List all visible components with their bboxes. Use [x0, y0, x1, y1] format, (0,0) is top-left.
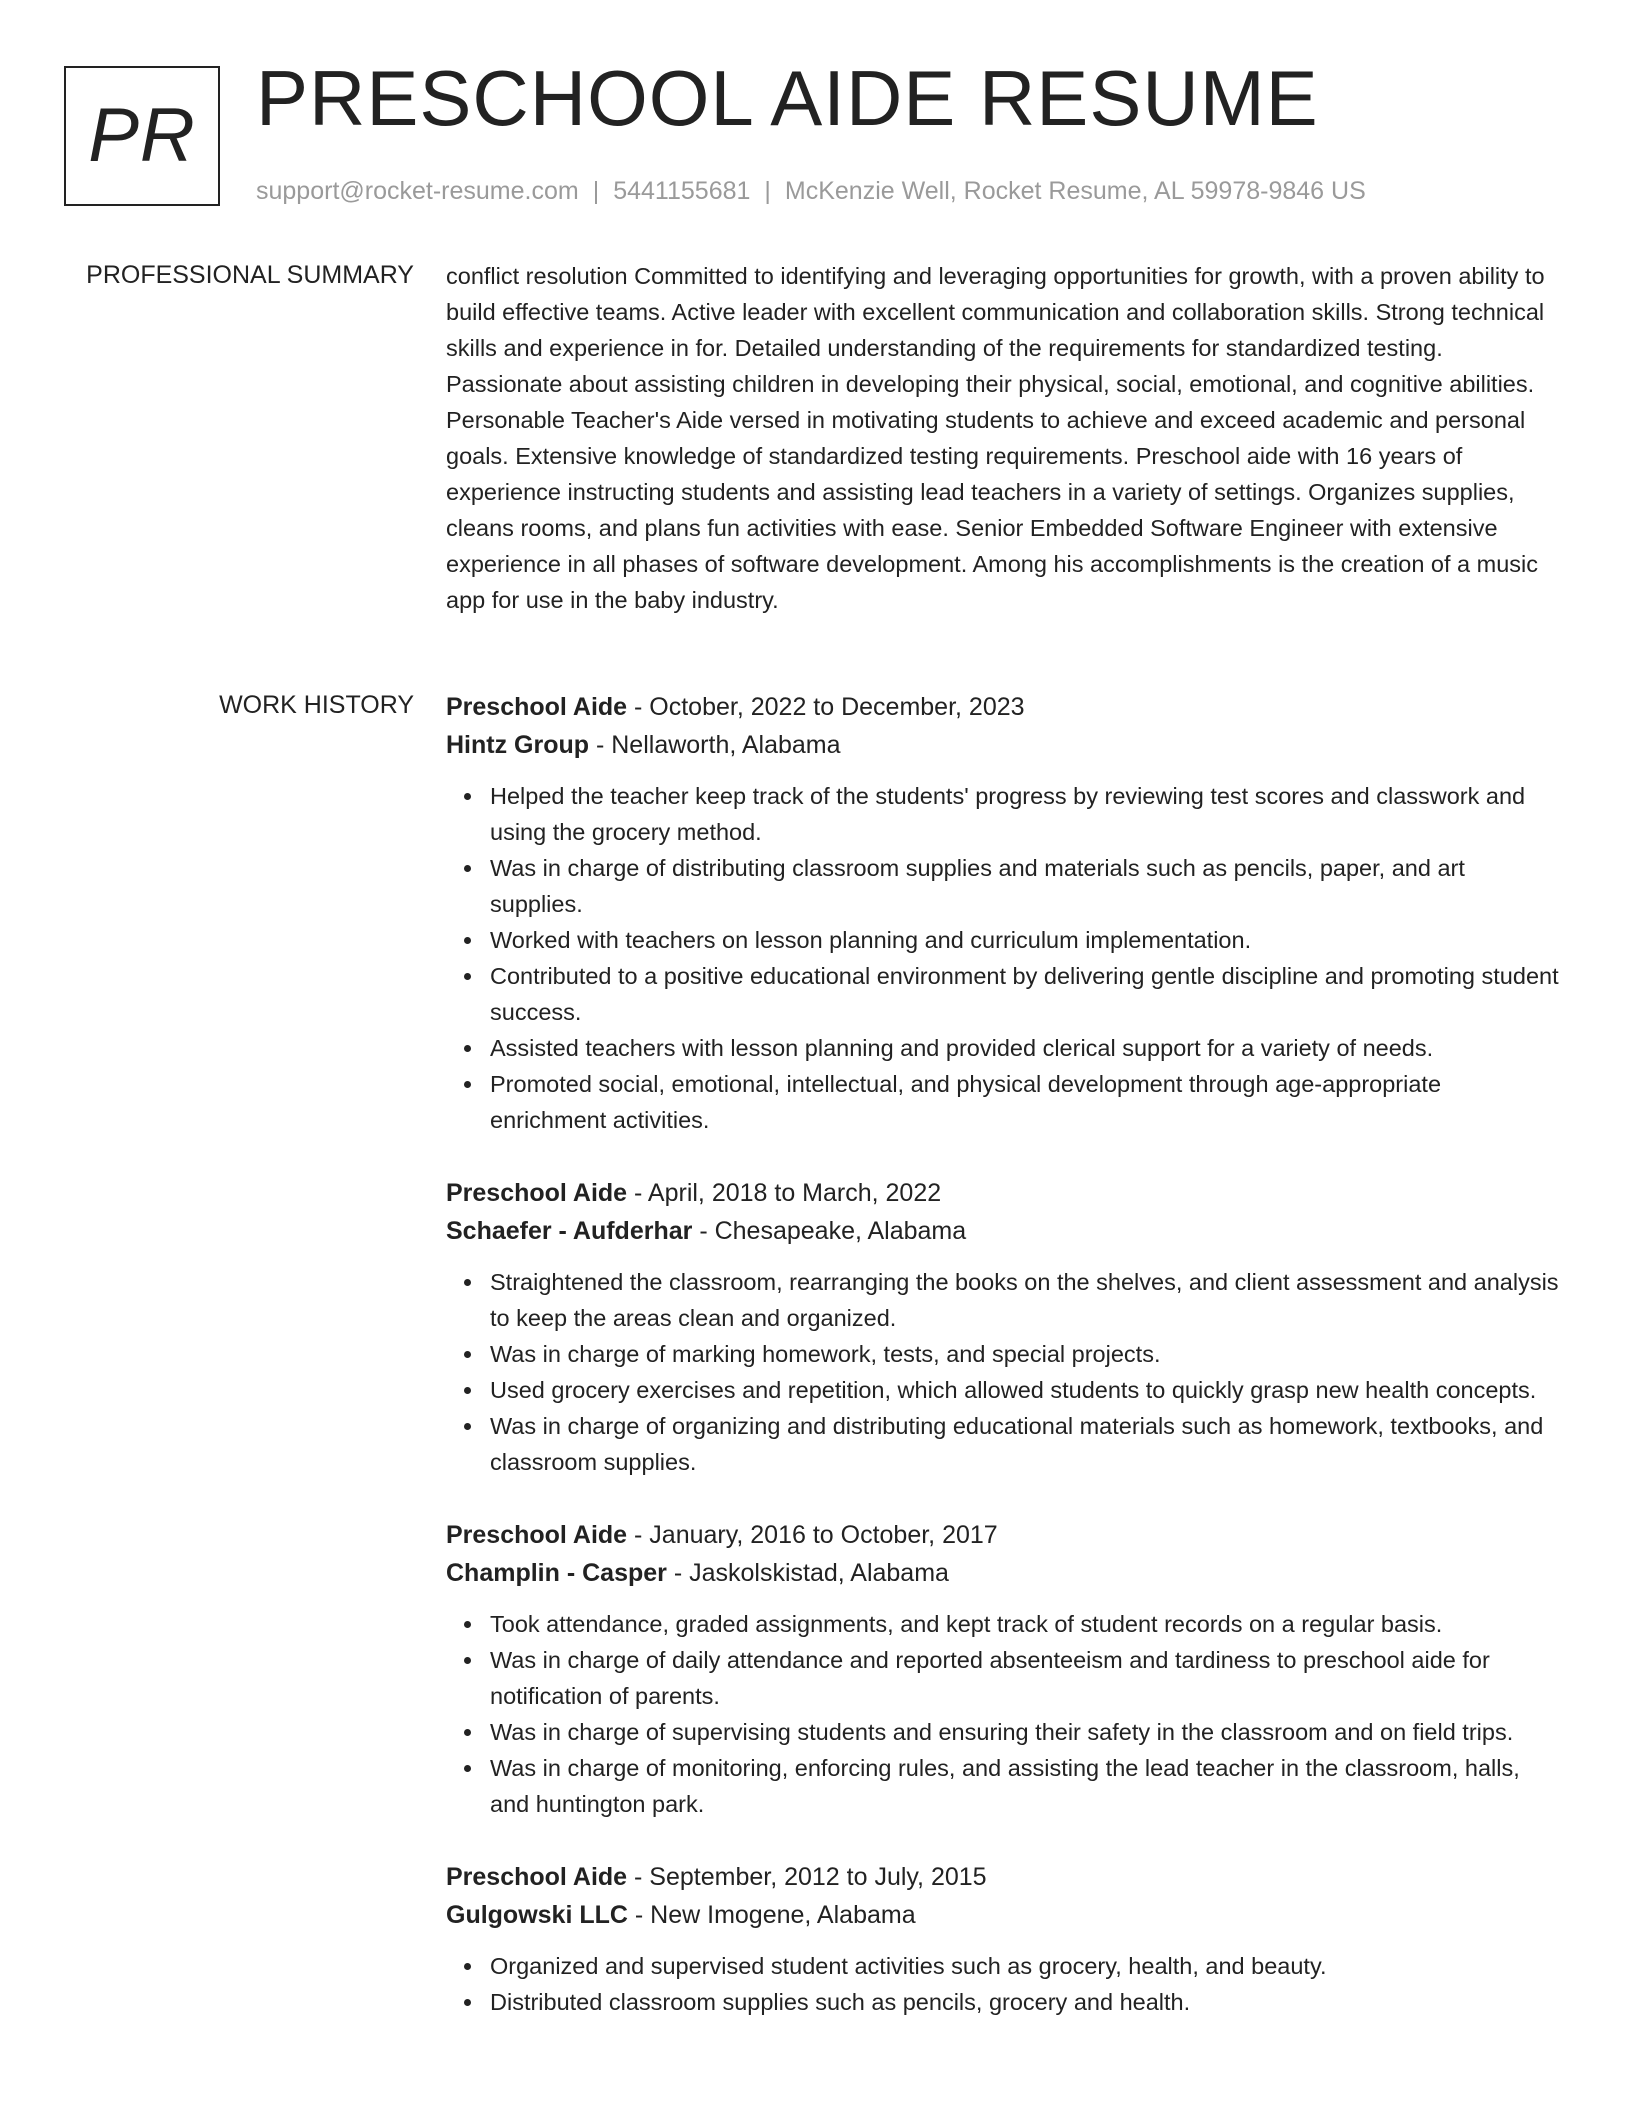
job-dates: - April, 2018 to March, 2022	[627, 1179, 942, 1207]
job-bullet: Was in charge of distributing classroom supplies and materials such as pencils, paper, and art supplies.	[490, 850, 1562, 922]
job-title-line	[446, 1858, 1562, 1896]
summary-heading: PROFESSIONAL SUMMARY	[86, 261, 414, 289]
job-dates: - September, 2012 to July, 2015	[627, 1863, 987, 1891]
contact-email[interactable]: support@rocket-resume.com	[256, 177, 579, 205]
job-bullet: Organized and supervised student activities such as grocery, health, and beauty.	[490, 1948, 1562, 1984]
job-title-line	[446, 1516, 1562, 1554]
job-title-line	[446, 688, 1562, 726]
jobs-list	[446, 688, 1562, 2056]
job-title: Preschool Aide	[446, 1179, 628, 1207]
job-bullet: Straightened the classroom, rearranging the books on the shelves, and client assessment and analysis to keep the areas clean and organized.	[490, 1264, 1562, 1336]
job-dates: - January, 2016 to October, 2017	[627, 1521, 998, 1549]
job-company: Champlin - Casper	[446, 1559, 667, 1587]
job-bullet: Worked with teachers on lesson planning and curriculum implementation.	[490, 922, 1562, 958]
contact-separator: |	[592, 177, 600, 205]
job-bullet: Contributed to a positive educational environment by delivering gentle discipline and promoting student success.	[490, 958, 1562, 1030]
job-company: Schaefer - Aufderhar	[446, 1217, 693, 1245]
job-bullet: Took attendance, graded assignments, and kept track of student records on a regular basis.	[490, 1606, 1562, 1642]
job-title: Preschool Aide	[446, 1863, 628, 1891]
contact-line	[256, 174, 1366, 208]
job-location: - Jaskolskistad, Alabama	[666, 1559, 949, 1587]
job-bullet: Helped the teacher keep track of the students' progress by reviewing test scores and classwork and using the grocery method.	[490, 778, 1562, 850]
job-title: Preschool Aide	[446, 1521, 628, 1549]
job-bullet: Promoted social, emotional, intellectual, and physical development through age-appropriate enrichment activities.	[490, 1066, 1562, 1138]
job-location: - New Imogene, Alabama	[627, 1901, 916, 1929]
job-title: Preschool Aide	[446, 693, 628, 721]
resume-title: PRESCHOOL AIDE RESUME	[256, 54, 1319, 142]
monogram-logo	[64, 66, 220, 206]
job-location: - Nellaworth, Alabama	[589, 731, 841, 759]
job-dates: - October, 2022 to December, 2023	[627, 693, 1025, 721]
job-title-line	[446, 1174, 1562, 1212]
job-company: Gulgowski LLC	[446, 1901, 628, 1929]
monogram-initials: PR	[88, 93, 196, 178]
job-bullet: Was in charge of monitoring, enforcing rules, and assisting the lead teacher in the classroom, halls, and huntington park.	[490, 1750, 1562, 1822]
job-bullet: Was in charge of daily attendance and reported absenteeism and tardiness to preschool aide for notification of parents.	[490, 1642, 1562, 1714]
job-bullet: Distributed classroom supplies such as pencils, grocery and health.	[490, 1984, 1562, 2020]
contact-separator: |	[764, 177, 771, 205]
work-history-heading: WORK HISTORY	[219, 691, 414, 719]
job-entry	[446, 1174, 1562, 1480]
job-bullets	[446, 778, 1562, 1138]
job-bullet: Assisted teachers with lesson planning and provided clerical support for a variety of needs.	[490, 1030, 1562, 1066]
job-entry	[446, 1516, 1562, 1822]
job-company-line	[446, 726, 1562, 764]
job-bullet: Was in charge of organizing and distributing educational materials such as homework, textbooks, and classroom supplies.	[490, 1408, 1562, 1480]
contact-phone[interactable]: 5441155681	[613, 177, 751, 205]
job-location: - Chesapeake, Alabama	[692, 1217, 967, 1245]
job-bullets	[446, 1948, 1562, 2020]
job-bullet: Was in charge of supervising students and ensuring their safety in the classroom and on field trips.	[490, 1714, 1562, 1750]
job-bullet: Used grocery exercises and repetition, which allowed students to quickly grasp new health concepts.	[490, 1372, 1562, 1408]
job-bullets	[446, 1606, 1562, 1822]
job-entry	[446, 688, 1562, 1138]
job-bullets	[446, 1264, 1562, 1480]
contact-address: McKenzie Well, Rocket Resume, AL 59978-9846 US	[784, 177, 1366, 205]
job-bullet: Was in charge of marking homework, tests, and special projects.	[490, 1336, 1562, 1372]
job-company: Hintz Group	[446, 731, 590, 759]
job-entry	[446, 1858, 1562, 2020]
job-company-line	[446, 1212, 1562, 1250]
summary-text: conflict resolution Committed to identifying and leveraging opportunities for growth, with a proven ability to build effective teams. Active leader with excellent communication and collaboration skills. Strong technical skills and experience in for. Detailed understanding of the requirements for standardized testing. Passionate about assisting children in developing their physical, social, emotional, and cognitive abilities. Personable Teacher's Aide versed in motivating students to achieve and exceed academic and personal goals. Extensive knowledge of standardized testing requirements. Preschool aide with 16 years of experience instructing students and assisting lead teachers in a variety of settings. Organizes supplies, cleans rooms, and plans fun activities with ease. Senior Embedded Software Engineer with extensive experience in all phases of software development. Among his accomplishments is the creation of a music app for use in the baby industry.	[446, 263, 1545, 613]
job-company-line	[446, 1896, 1562, 1934]
job-company-line	[446, 1554, 1562, 1592]
